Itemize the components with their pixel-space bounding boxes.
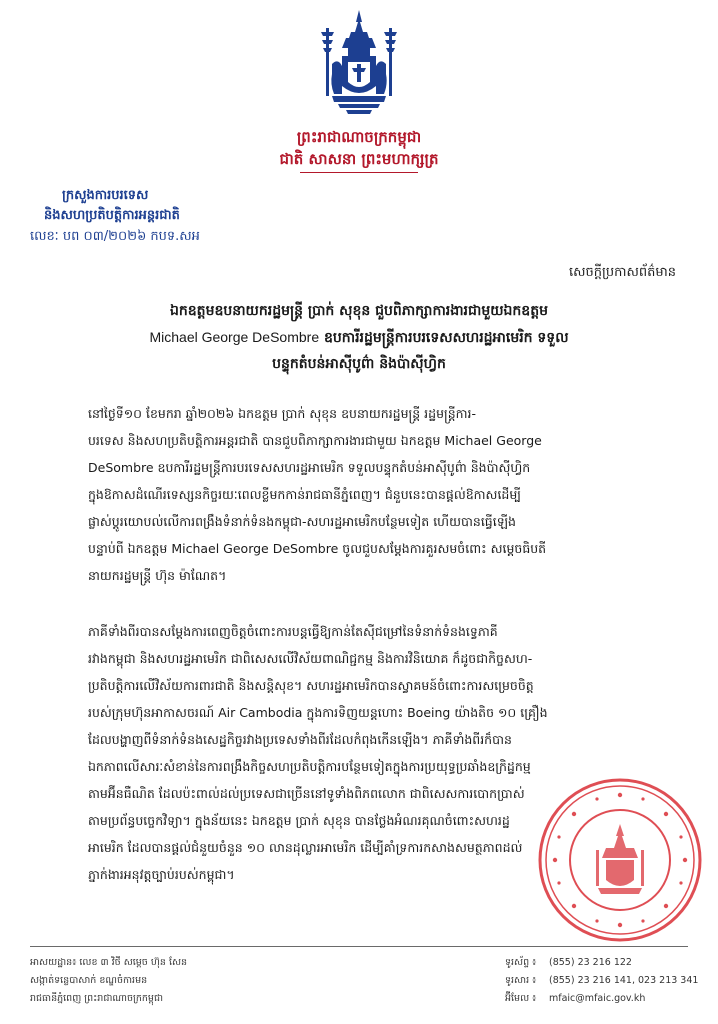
ministry-name-line2: និងសហប្រតិបត្តិការអន្តរជាតិ xyxy=(44,208,180,223)
national-motto: ជាតិ សាសនា ព្រះមហាក្សត្រ xyxy=(279,150,439,168)
headline-line2-text: ឧបការីរដ្ឋមន្ត្រីការបរទេសសហរដ្ឋអាមេរិក ទទួល xyxy=(323,330,569,346)
footer-address xyxy=(30,954,187,1008)
fax-row xyxy=(505,972,698,990)
fax-label: ទូរសារ ៖ xyxy=(505,975,537,986)
footer-contact xyxy=(505,954,698,1008)
fax-value: (855) 23 216 141, 023 213 341 xyxy=(549,975,699,986)
email-row xyxy=(505,990,698,1008)
headline-line3: បន្ទុកតំបន់អាស៊ីបូព៌ា និងប៉ាស៊ីហ្វិក xyxy=(272,356,446,372)
kingdom-motto xyxy=(240,126,478,170)
address-line-3: រាជធានីភ្នំពេញ ព្រះរាជាណាចក្រកម្ពុជា xyxy=(30,993,163,1004)
headline-line1: ឯកឧត្តមឧបនាយករដ្ឋមន្ត្រី ប្រាក់ សុខុន ជួបពិភាក្សាការងារជាមួយឯកឧត្តម xyxy=(170,303,548,319)
headline xyxy=(46,298,672,377)
kingdom-name: ព្រះរាជាណាចក្រកម្ពុជា xyxy=(296,128,422,146)
body-paragraph-1: នៅថ្ងៃទី១០ ខែមករា ឆ្នាំ២០២៦ ឯកឧត្តម ប្រាក់ សុខុន ឧបនាយករដ្ឋមន្ត្រី រដ្ឋមន្ត្រីការ- បរទេស និងសហប្រតិបត្តិការអន្តរជាតិ បានជួបពិភាក្សាការងារជាមួយ ឯកឧត្តម Michael George DeSombre ឧបការីរដ្ឋមន្ត្រីការបរទេសសហរដ្ឋអាមេរិក ទទួលបន្ទុកតំបន់អាស៊ីបូព៌ា និងប៉ាស៊ីហ្វិក ក្នុងឱកាសដំណើរទេស្សនកិច្ចរយៈពេលខ្លីមកកាន់រាជធានីភ្នំពេញ។ ជំនួបនេះបានផ្តល់ឱកាសដើម្បី ផ្លាស់ប្តូរយោបល់លើការពង្រឹងទំនាក់ទំនងកម្ពុជា-សហរដ្ឋអាមេរិកបន្ថែមទៀត ហើយបានធ្វើឡើង បន្ទាប់ពី ឯកឧត្តម Michael George DeSombre ចូលជួបសម្តែងការគួរសមចំពោះ សម្តេចធិបតី នាយករដ្ឋមន្ត្រី ហ៊ុន ម៉ាណែត។ xyxy=(88,406,547,583)
footer-divider xyxy=(30,946,688,947)
headline-line2 xyxy=(46,324,672,351)
body-paragraph-2: ភាគីទាំងពីរបានសម្តែងការពេញចិត្តចំពោះការបន្តធ្វើឱ្យកាន់តែស៊ីជម្រៅនៃទំនាក់ទំនងទ្វេភាគី រវាងកម្ពុជា និងសហរដ្ឋអាមេរិក ជាពិសេសលើវិស័យពាណិជ្ជកម្ម និងការវិនិយោគ ក៏ដូចជាកិច្ចសហ- ប្រតិបត្តិការលើវិស័យការពារជាតិ និងសន្តិសុខ។ សហរដ្ឋអាមេរិកបានស្វាគមន៍ចំពោះការសម្រេចចិត្ត របស់ក្រុមហ៊ុនអាកាសចរណ៍ Air Cambodia ក្នុងការទិញយន្តហោះ Boeing យ៉ាងតិច ១០ គ្រឿង ដែលបង្ហាញពីទំនាក់ទំនងសេដ្ឋកិច្ចរវាងប្រទេសទាំងពីរដែលកំពុងកើនឡើង។ ភាគីទាំងពីរក៏បាន ឯកភាពលើសារៈសំខាន់នៃការពង្រឹងកិច្ចសហប្រតិបត្តិការបន្ថែមទៀតក្នុងការប្រយុទ្ធប្រឆាំងឧក្រិដ្ឋកម្ម តាមអ៊ីនធឺណិត ដែលប៉ះពាល់ដល់ប្រទេសជាច្រើននៅទូទាំងពិភពលោក ជាពិសេសការបោកប្រាស់ តាមប្រព័ន្ធបច្ចេកវិទ្យា។ ក្នុងន័យនេះ ឯកឧត្តម ប្រាក់ សុខុន បានថ្លែងអំណរគុណចំពោះសហរដ្ឋ អាមេរិក ដែលបានផ្តល់ជំនួយចំនួន ១០ លានដុល្លារអាមេរិក ដើម្បីគាំទ្រការកសាងសមត្ថភាពដល់ ភ្នាក់ងារអនុវត្តច្បាប់របស់កម្ពុជា។ xyxy=(88,624,548,882)
phone-label: ទូរស័ព្ទ ៖ xyxy=(505,957,537,968)
official-seal-stamp xyxy=(536,776,704,944)
phone-row xyxy=(505,954,698,972)
document-type-label: សេចក្តីប្រកាសព័ត៌មាន xyxy=(568,265,676,280)
phone-value: (855) 23 216 122 xyxy=(549,957,632,968)
email-label: អ៊ីមែល ៖ xyxy=(505,993,537,1004)
royal-coat-of-arms-emblem xyxy=(318,8,400,120)
ministry-name-line1: ក្រសួងការបរទេស xyxy=(62,188,149,203)
email-link[interactable]: mfaic@mfaic.gov.kh xyxy=(549,993,646,1004)
motto-divider xyxy=(300,172,418,173)
ministry-name xyxy=(44,186,180,226)
headline-english-name: Michael George DeSombre xyxy=(149,329,320,345)
address-line-2: សង្កាត់ទន្លេបាសាក់ ខណ្ឌចំការមន xyxy=(30,975,148,986)
reference-number: លេខៈ បព ០៣/២០២៦ កបទ.សអ xyxy=(30,229,200,244)
address-line-1: អាសយដ្ឋាន៖ លេខ ៣ វិថី សម្តេច ហ៊ុន សែន xyxy=(30,957,188,968)
